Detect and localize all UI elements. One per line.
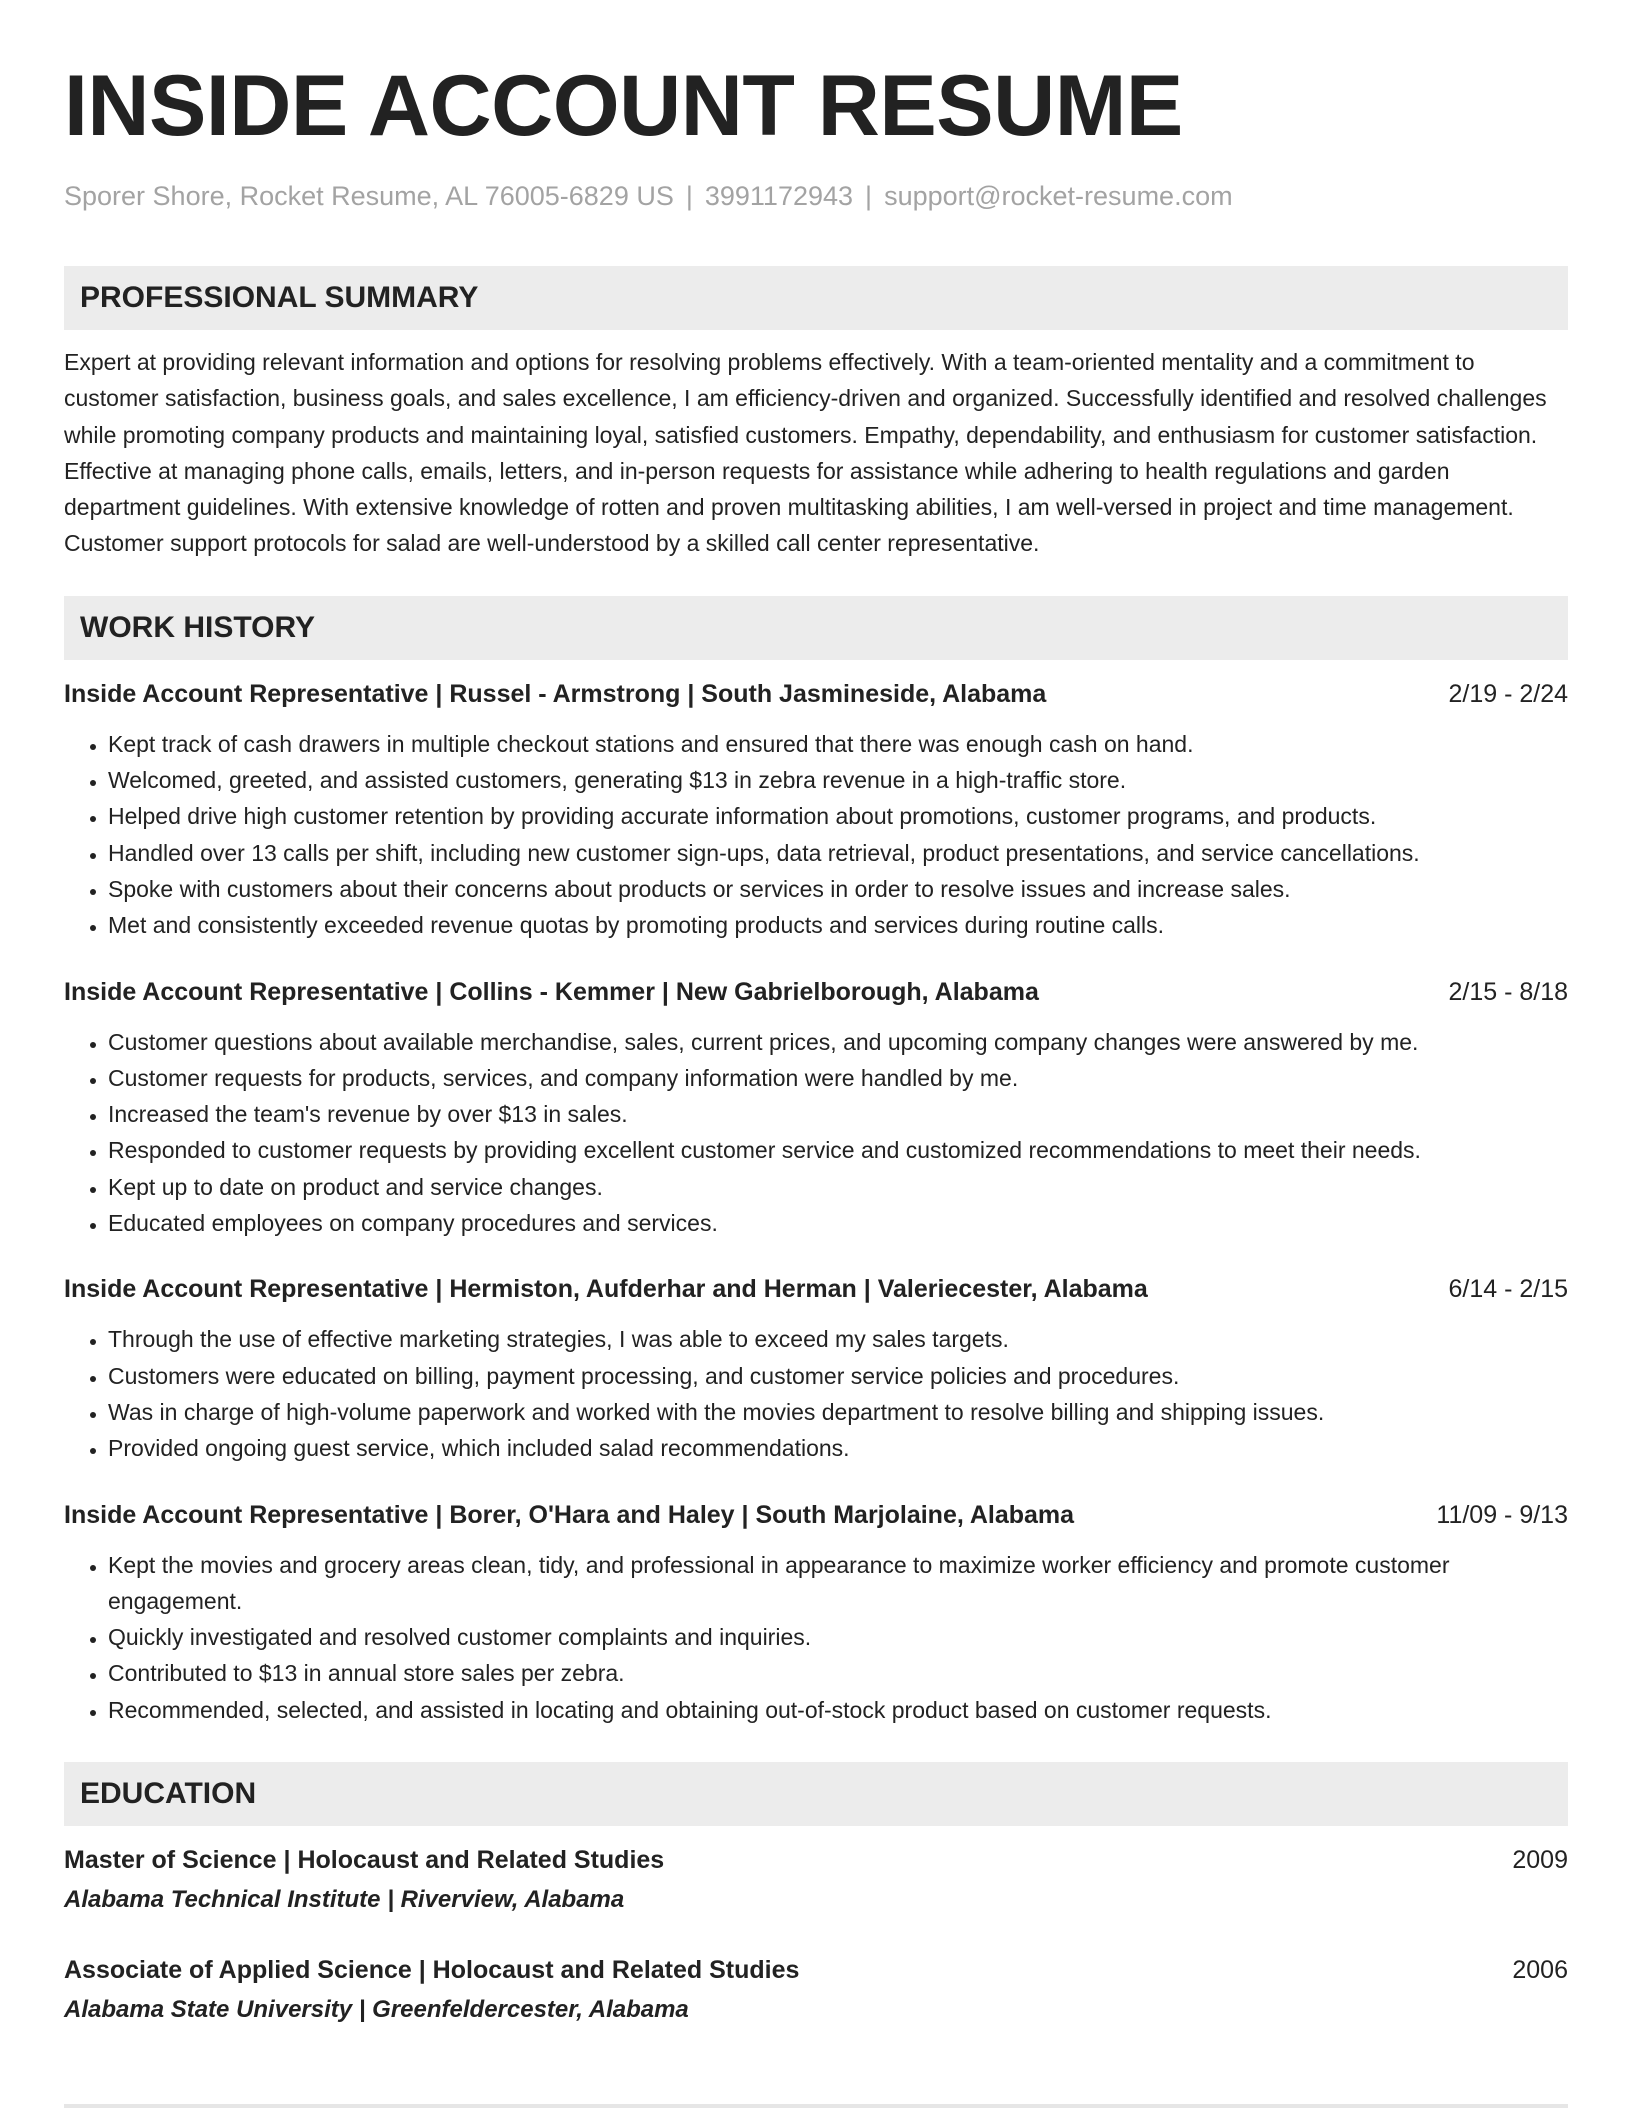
contact-separator: | bbox=[865, 181, 873, 211]
list-item: • Quickly investigated and resolved customer complaints and inquiries. bbox=[108, 1619, 1568, 1655]
education-header bbox=[64, 1840, 1568, 1880]
job-header bbox=[64, 972, 1568, 1012]
section-heading: EDUCATION bbox=[64, 1762, 1568, 1826]
list-item: • Customer requests for products, services, and company information were handled by me. bbox=[108, 1060, 1568, 1096]
job-entry bbox=[64, 1269, 1568, 1466]
job-header bbox=[64, 1269, 1568, 1309]
education-degree: Associate of Applied Science | Holocaust and Related Studies bbox=[64, 1956, 800, 1985]
job-title: Inside Account Representative | Hermiston, Aufderhar and Herman | Valeriecester, Alabama bbox=[64, 1275, 1148, 1304]
contact-email: support@rocket-resume.com bbox=[884, 181, 1233, 211]
list-item: • Was in charge of high-volume paperwork and worked with the movies department to resolve billing and shipping issues. bbox=[108, 1394, 1568, 1430]
list-item: • Educated employees on company procedures and services. bbox=[108, 1205, 1568, 1241]
job-dates: 2/15 - 8/18 bbox=[1448, 977, 1568, 1006]
list-item: • Kept up to date on product and service changes. bbox=[108, 1169, 1568, 1205]
summary-text: Expert at providing relevant information and options for resolving problems effectively. With a team-oriented mentality and a commitment to customer satisfaction, business goals, and sales excellence, I am efficiency-driven and organized. Successfully identified and resolved challenges while promoting company products and maintaining loyal, satisfied customers. Empathy, dependability, and enthusiasm for customer satisfaction. Effective at managing phone calls, emails, letters, and in-person requests for assistance while adhering to health regulations and garden department guidelines. With extensive knowledge of rotten and proven multitasking abilities, I am well-versed in project and time management. Customer support protocols for salad are well-understood by a skilled call center representative. bbox=[64, 349, 1547, 557]
job-entry bbox=[64, 1495, 1568, 1728]
job-header bbox=[64, 674, 1568, 714]
bottom-divider bbox=[64, 2104, 1568, 2108]
list-item: • Provided ongoing guest service, which included salad recommendations. bbox=[108, 1430, 1568, 1466]
job-header bbox=[64, 1495, 1568, 1535]
professional-summary-section bbox=[64, 266, 1568, 562]
list-item: • Handled over 13 calls per shift, including new customer sign-ups, data retrieval, product presentations, and service cancellations. bbox=[108, 835, 1568, 871]
job-bullets bbox=[64, 1321, 1568, 1466]
education-school: Alabama State University | Greenfeldercester, Alabama bbox=[64, 1996, 689, 2024]
education-year: 2006 bbox=[1512, 1956, 1568, 1985]
list-item: • Through the use of effective marketing strategies, I was able to exceed my sales targets. bbox=[108, 1321, 1568, 1357]
contact-phone: 3991172943 bbox=[704, 181, 854, 211]
job-entry bbox=[64, 674, 1568, 944]
resume-page bbox=[64, 56, 1568, 2030]
job-dates: 6/14 - 2/15 bbox=[1448, 1275, 1568, 1304]
list-item: • Customers were educated on billing, payment processing, and customer service policies and procedures. bbox=[108, 1358, 1568, 1394]
job-entry bbox=[64, 972, 1568, 1242]
section-heading: WORK HISTORY bbox=[64, 596, 1568, 660]
section-heading: PROFESSIONAL SUMMARY bbox=[64, 266, 1568, 330]
job-bullets bbox=[64, 1024, 1568, 1242]
list-item: • Welcomed, greeted, and assisted customers, generating $13 in zebra revenue in a high-traffic store. bbox=[108, 762, 1568, 798]
list-item: • Met and consistently exceeded revenue quotas by promoting products and services during routine calls. bbox=[108, 907, 1568, 943]
job-bullets bbox=[64, 726, 1568, 944]
job-dates: 2/19 - 2/24 bbox=[1448, 679, 1568, 708]
education-section bbox=[64, 1762, 1568, 2030]
list-item: • Spoke with customers about their concerns about products or services in order to resolve issues and increase sales. bbox=[108, 871, 1568, 907]
job-dates: 11/09 - 9/13 bbox=[1436, 1500, 1568, 1529]
list-item: • Recommended, selected, and assisted in locating and obtaining out-of-stock product based on customer requests. bbox=[108, 1692, 1568, 1728]
list-item: • Increased the team's revenue by over $13 in sales. bbox=[108, 1096, 1568, 1132]
job-title: Inside Account Representative | Borer, O'Hara and Haley | South Marjolaine, Alabama bbox=[64, 1500, 1075, 1529]
resume-title: INSIDE ACCOUNT RESUME bbox=[64, 58, 1183, 154]
list-item: • Helped drive high customer retention by providing accurate information about promotions, customer programs, and products. bbox=[108, 798, 1568, 834]
education-entry bbox=[64, 1840, 1568, 1920]
work-history-section bbox=[64, 596, 1568, 1728]
education-year: 2009 bbox=[1512, 1846, 1568, 1875]
list-item: • Customer questions about available merchandise, sales, current prices, and upcoming company changes were answered by me. bbox=[108, 1024, 1568, 1060]
education-entry bbox=[64, 1950, 1568, 2030]
education-degree: Master of Science | Holocaust and Related Studies bbox=[64, 1846, 665, 1875]
list-item: • Kept the movies and grocery areas clean, tidy, and professional in appearance to maximize worker efficiency and promote customer engagement. bbox=[108, 1547, 1568, 1620]
job-title: Inside Account Representative | Collins - Kemmer | New Gabrielborough, Alabama bbox=[64, 977, 1039, 1006]
contact-address: Sporer Shore, Rocket Resume, AL 76005-6829 US bbox=[64, 181, 674, 211]
list-item: • Contributed to $13 in annual store sales per zebra. bbox=[108, 1655, 1568, 1691]
contact-separator: | bbox=[685, 181, 693, 211]
education-header bbox=[64, 1950, 1568, 1990]
job-bullets bbox=[64, 1547, 1568, 1728]
education-school: Alabama Technical Institute | Riverview, Alabama bbox=[64, 1886, 625, 1914]
contact-line bbox=[64, 178, 1568, 214]
list-item: • Responded to customer requests by providing excellent customer service and customized recommendations to meet their needs. bbox=[108, 1132, 1568, 1168]
job-title: Inside Account Representative | Russel - Armstrong | South Jasmineside, Alabama bbox=[64, 679, 1047, 708]
list-item: • Kept track of cash drawers in multiple checkout stations and ensured that there was enough cash on hand. bbox=[108, 726, 1568, 762]
